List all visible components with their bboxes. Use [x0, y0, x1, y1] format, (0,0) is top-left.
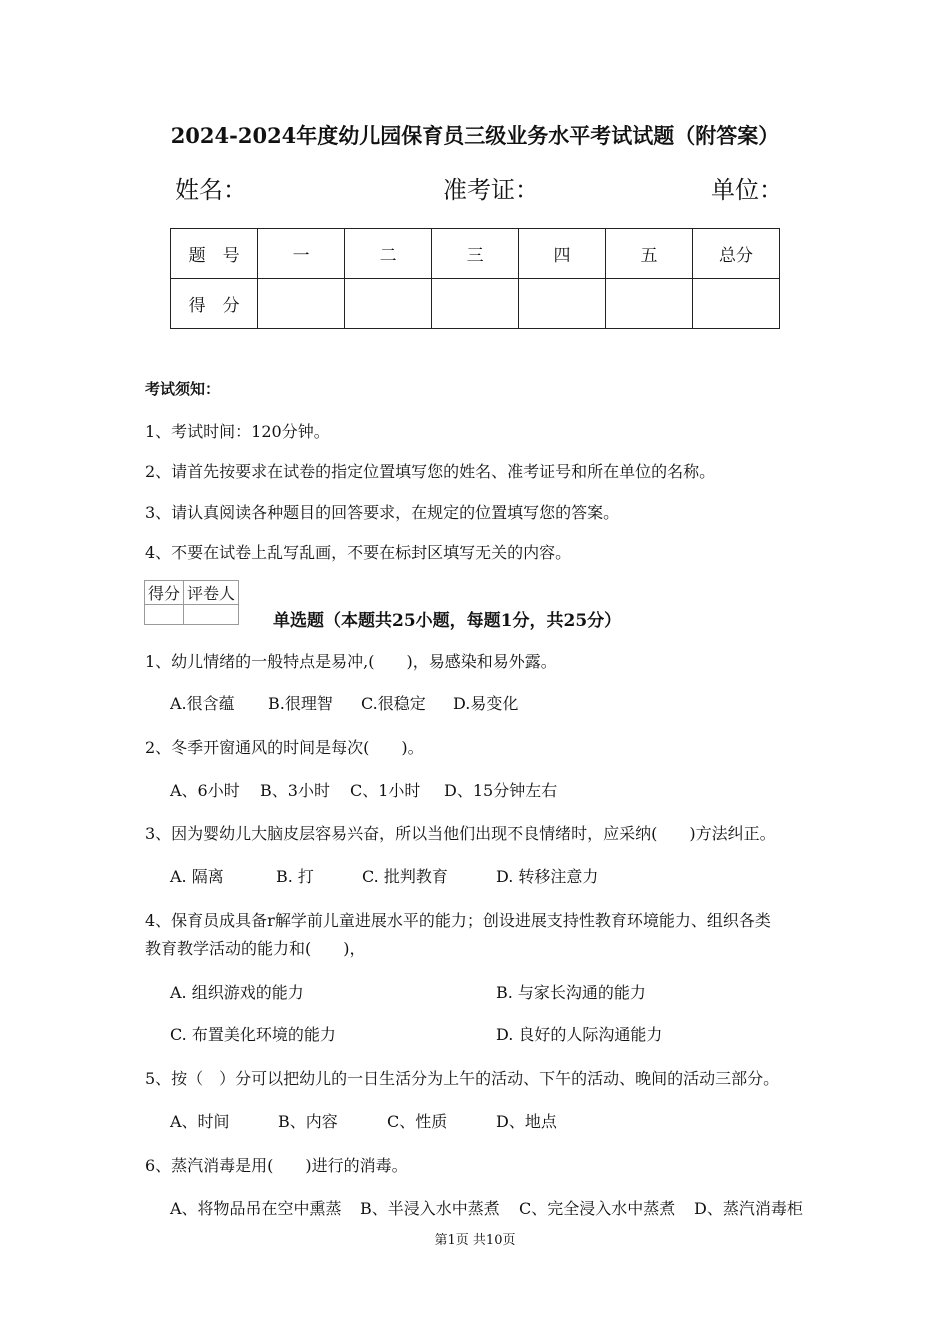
question-option: B、内容	[278, 1112, 338, 1131]
question-option: C. 批判教育	[362, 867, 448, 886]
score-table-score-row	[171, 279, 780, 329]
grader-box-score-cell[interactable]	[145, 605, 184, 625]
notice-item: 3、请认真阅读各种题目的回答要求，在规定的位置填写您的答案。	[145, 503, 620, 522]
score-table-header-row	[171, 229, 780, 279]
question-option: A、时间	[170, 1112, 230, 1131]
score-cell[interactable]	[345, 279, 432, 329]
grader-box-grader-cell[interactable]	[184, 605, 239, 625]
question-option: A、将物品吊在空中熏蒸	[170, 1199, 342, 1218]
question-stem: 5、按（ ）分可以把幼儿的一日生活分为上午的活动、下午的活动、晚间的活动三部分。	[145, 1069, 780, 1088]
score-cell[interactable]	[692, 279, 779, 329]
notice-item: 2、请首先按要求在试卷的指定位置填写您的姓名、准考证号和所在单位的名称。	[145, 462, 716, 481]
question-option: D、蒸汽消毒柜	[694, 1199, 803, 1218]
question-option: B. 打	[276, 867, 314, 886]
question-stem: 1、幼儿情绪的一般特点是易冲,( )，易感染和易外露。	[145, 652, 557, 671]
question-option: A. 组织游戏的能力	[170, 983, 304, 1002]
question-stem: 3、因为婴幼儿大脑皮层容易兴奋，所以当他们出现不良情绪时，应采纳( )方法纠正。	[145, 824, 776, 843]
score-header-cell: 总分	[692, 229, 779, 279]
score-header-cell: 五	[606, 229, 693, 279]
question-option: C、完全浸入水中蒸煮	[519, 1199, 676, 1218]
question-stem-continued: 教育教学活动的能力和( )，	[145, 939, 366, 958]
name-field-label: 姓名：	[175, 176, 247, 204]
question-option: B.很理智	[268, 694, 333, 713]
question-option: A、6小时	[170, 781, 240, 800]
question-option: B、3小时	[260, 781, 330, 800]
score-cell[interactable]	[432, 279, 519, 329]
score-row-label: 得 分	[171, 279, 258, 329]
document-title: 2024-2024年度幼儿园保育员三级业务水平考试试题（附答案）	[170, 123, 780, 148]
page-footer: 第1页 共10页	[434, 1233, 516, 1248]
score-cell[interactable]	[258, 279, 345, 329]
question-option: C. 布置美化环境的能力	[170, 1025, 336, 1044]
unit-field-label: 单位：	[711, 176, 783, 204]
question-option: D、地点	[496, 1112, 557, 1131]
notice-heading: 考试须知：	[145, 380, 221, 398]
notice-item: 1、考试时间：120分钟。	[145, 422, 330, 441]
question-option: C、性质	[387, 1112, 448, 1131]
score-cell[interactable]	[606, 279, 693, 329]
score-cell[interactable]	[519, 279, 606, 329]
exam-number-field-label: 准考证：	[443, 176, 539, 204]
grader-box-score-label: 得分	[145, 581, 184, 605]
score-header-cell: 题 号	[171, 229, 258, 279]
question-option: D. 转移注意力	[496, 867, 599, 886]
grader-box	[144, 580, 239, 625]
question-stem: 2、冬季开窗通风的时间是每次( )。	[145, 738, 424, 757]
question-option: D. 良好的人际沟通能力	[496, 1025, 663, 1044]
question-option: A.很含蕴	[170, 694, 235, 713]
score-header-cell: 一	[258, 229, 345, 279]
question-stem: 4、保育员成具备r解学前儿童进展水平的能力；创设进展支持性教育环境能力、组织各类	[145, 911, 771, 930]
question-option: B. 与家长沟通的能力	[496, 983, 646, 1002]
notice-item: 4、不要在试卷上乱写乱画，不要在标封区填写无关的内容。	[145, 543, 572, 562]
question-option: C.很稳定	[361, 694, 426, 713]
score-table	[170, 228, 780, 329]
question-option: B、半浸入水中蒸煮	[360, 1199, 500, 1218]
question-option: C、1小时	[350, 781, 421, 800]
score-header-cell: 二	[345, 229, 432, 279]
section-heading: 单选题（本题共25小题，每题1分，共25分）	[273, 611, 622, 631]
score-header-cell: 三	[432, 229, 519, 279]
question-option: D、15分钟左右	[444, 781, 558, 800]
question-option: D.易变化	[453, 694, 519, 713]
question-option: A. 隔离	[170, 867, 224, 886]
grader-box-grader-label: 评卷人	[184, 581, 239, 605]
question-stem: 6、蒸汽消毒是用( )进行的消毒。	[145, 1156, 408, 1175]
score-header-cell: 四	[519, 229, 606, 279]
